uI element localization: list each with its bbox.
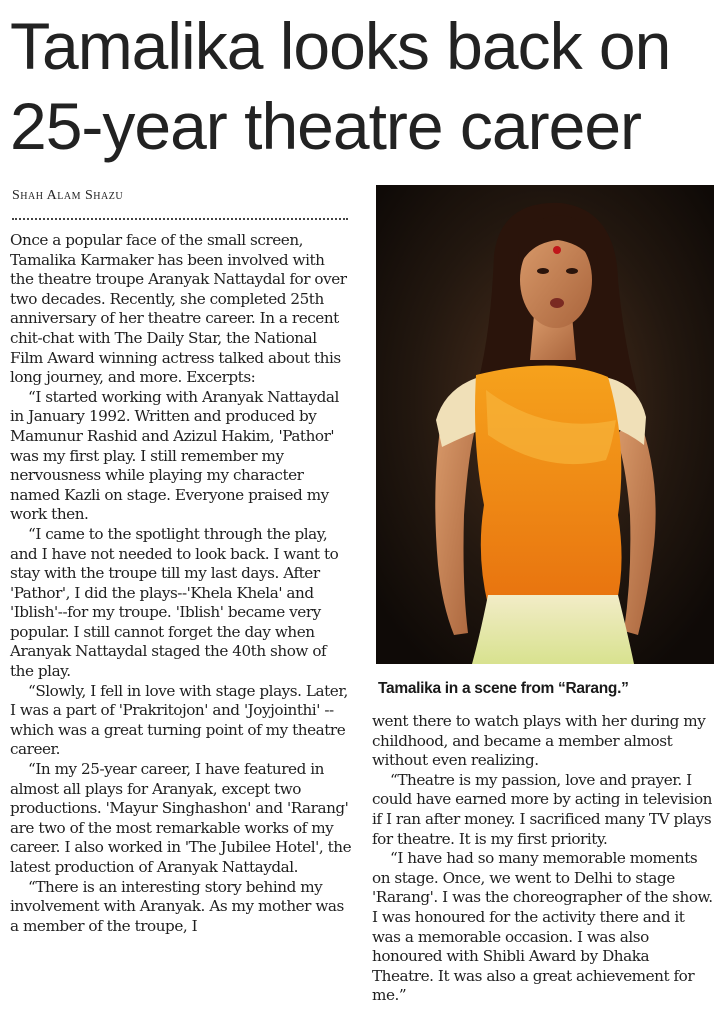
paragraph: “In my 25-year career, I have featured in almost all plays for Aranyak, except two productions. 'Mayur Singhashon' and 'Rarang' are two of the most remarkable works of my career. I also worked in 'The Jubilee Hotel', the latest production of Aranyak Nattaydal. xyxy=(10,760,352,876)
paragraph: went there to watch plays with her during my childhood, and became a member almost without even realizing. xyxy=(372,712,706,770)
dotted-divider xyxy=(12,218,348,220)
paragraph: “Slowly, I fell in love with stage plays. Later, I was a part of 'Prakritojon' and 'Joyjointhi' -- which was a great turning point of my theatre career. xyxy=(10,681,348,759)
paragraph: “I have had so many memorable moments on stage. Once, we went to Delhi to stage 'Rarang'. I was the choreographer of the show. I was honoured for the activity there and it was a memorable occasion. I was also honoured with Shibli Award by Dhaka Theatre. It was also a great achievement for me.” xyxy=(372,849,713,1005)
actress-stage-photo xyxy=(376,185,714,664)
paragraph: “Theatre is my passion, love and prayer. I could have earned more by acting in television if I ran after money. I sacrificed many TV plays for theatre. It is my first priority. xyxy=(372,770,713,848)
paragraph: Once a popular face of the small screen, Tamalika Karmaker has been involved with the theatre troupe Aranyak Nattaydal for over two decades. Recently, she completed 25th anniversary of her theatre career. In a recent chit-chat with The Daily Star, the National Film Award winning actress talked about this long journey, and more. Excerpts: xyxy=(10,231,347,387)
headline xyxy=(10,6,722,166)
article-column-1 xyxy=(10,231,352,936)
article-column-2 xyxy=(372,712,715,1006)
article-photo xyxy=(376,185,714,664)
paragraph: “There is an interesting story behind my involvement with Aranyak. As my mother was a member of the troupe, I xyxy=(10,877,344,935)
paragraph: “I came to the spotlight through the play, and I have not needed to look back. I want to stay with the troupe till my last days. After 'Pathor', I did the plays--'Khela Khela' and 'Iblish'--for my troupe. 'Iblish' became very popular. I still cannot forget the day when Aranyak Nattaydal staged the 40th show of the play. xyxy=(10,524,339,681)
headline-line-2: 25-year theatre career xyxy=(10,89,642,163)
photo-caption: Tamalika in a scene from “Rarang.” xyxy=(378,680,629,697)
byline: Shah Alam Shazu xyxy=(12,188,124,203)
headline-line-1: Tamalika looks back on xyxy=(10,9,671,83)
paragraph: “I started working with Aranyak Nattaydal in January 1992. Written and produced by Mamunur Rashid and Azizul Hakim, 'Pathor' was my first play. I still remember my nervousness while playing my character named Kazli on stage. Everyone praised my work then. xyxy=(10,387,339,524)
